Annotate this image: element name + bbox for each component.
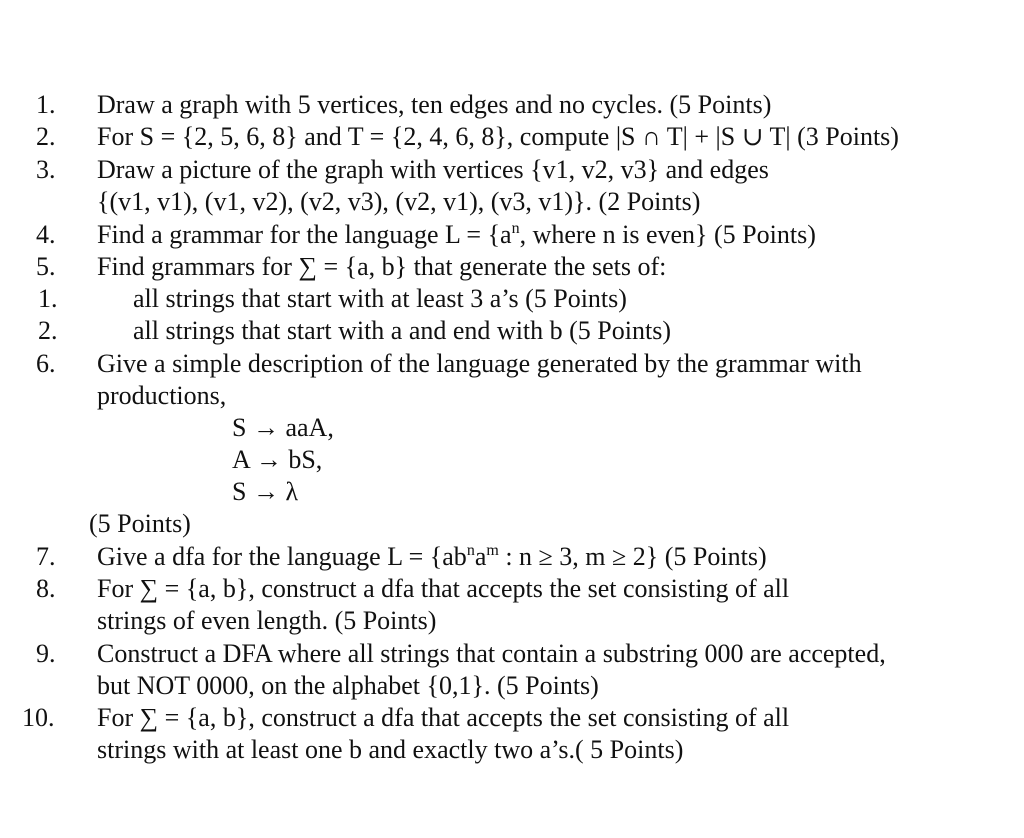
question-text: For ∑ = {a, b}, construct a dfa that accepts the set consisting of all bbox=[97, 703, 790, 732]
question-text: Construct a DFA where all strings that contain a substring 000 are accepted, bbox=[97, 639, 886, 668]
question-number: 9. bbox=[36, 639, 56, 668]
question-number: 5. bbox=[36, 252, 56, 281]
sub-question-text: all strings that start with a and end with b (5 Points) bbox=[133, 316, 671, 345]
question-text: For S = {2, 5, 6, 8} and T = {2, 4, 6, 8}, compute |S ∩ T| + |S ∪ T| (3 Points) bbox=[97, 122, 899, 151]
question-text: Give a simple description of the language generated by the grammar with bbox=[97, 349, 862, 378]
question-text: Find grammars for ∑ = {a, b} that generate the sets of: bbox=[97, 252, 667, 281]
question-number: 4. bbox=[36, 220, 56, 249]
question-text: {(v1, v1), (v1, v2), (v2, v3), (v2, v1), (v3, v1)}. (2 Points) bbox=[97, 187, 701, 216]
question-text: but NOT 0000, on the alphabet {0,1}. (5 Points) bbox=[97, 671, 599, 700]
question-number: 8. bbox=[36, 574, 56, 603]
question-text: For ∑ = {a, b}, construct a dfa that accepts the set consisting of all bbox=[97, 574, 790, 603]
question-text: Draw a graph with 5 vertices, ten edges and no cycles. (5 Points) bbox=[97, 90, 772, 119]
question-text: strings with at least one b and exactly two a’s.( 5 Points) bbox=[97, 735, 684, 764]
question-text: strings of even length. (5 Points) bbox=[97, 606, 437, 635]
question-number: 6. bbox=[36, 349, 56, 378]
question-text: Draw a picture of the graph with vertices {v1, v2, v3} and edges bbox=[97, 155, 769, 184]
question-number: 10. bbox=[22, 703, 55, 732]
sub-question-number: 1. bbox=[38, 284, 58, 313]
sub-question-text: all strings that start with at least 3 a’s (5 Points) bbox=[133, 284, 627, 313]
question-number: 1. bbox=[36, 90, 56, 119]
question-text: productions, bbox=[97, 381, 227, 410]
question-number: 3. bbox=[36, 155, 56, 184]
question-text: Give a dfa for the language $L = \{ab^na^m$ : n ≥ 3, m ≥ 2} (5 Points) bbox=[97, 542, 767, 571]
sub-question-number: 2. bbox=[38, 316, 58, 345]
question-number: 7. bbox=[36, 542, 56, 571]
question-sheet: 1. Draw a graph with 5 vertices, ten edges and no cycles. (5 Points) 2. For S = {2, 5, 6, 8} and T = {2, 4, 6, 8}, compute |S ∩ T| + |S ∪ T| (3 Points) 3. Draw a picture of the graph with vertices {v1, v2, v3} and edges {(v1, v1), (v1, v2), (v2, v3), (v2, v1), (v3, v1)}. (2 Points) 4. Find a grammar for the language $L = \{a^n$, where n is even} (5 Points) 5. Find grammars for ∑ = {a, b} that generate the sets of: 1. all strings that start with at least 3 a’s (5 Points) 2. all strings that start with a and end with b (5 Points) 6. Give a simple description of the language generated by the grammar with productions, S → aaA, A → bS, S → λ (5 Points) 7. Give a dfa for the language $L = \{ab^na^m$ : n ≥ 3, m ≥ 2} (5 Points) 8. For ∑ = {a, b}, construct a dfa that accepts the set consisting of all strings of even length. (5 Points) 9. Construct a DFA where all strings that contain a substring 000 are accepted, but NOT 0000, on the alphabet {0,1}. (5 Points) 10. For ∑ = {a, b}, construct a dfa that accepts the set consisting of all strings with at least one b and exactly two a’s.( 5 Points) bbox=[22, 90, 899, 764]
question-text: Find a grammar for the language $L = \{a^n$, where n is even} (5 Points) bbox=[97, 220, 816, 249]
question-number: 2. bbox=[36, 122, 56, 151]
